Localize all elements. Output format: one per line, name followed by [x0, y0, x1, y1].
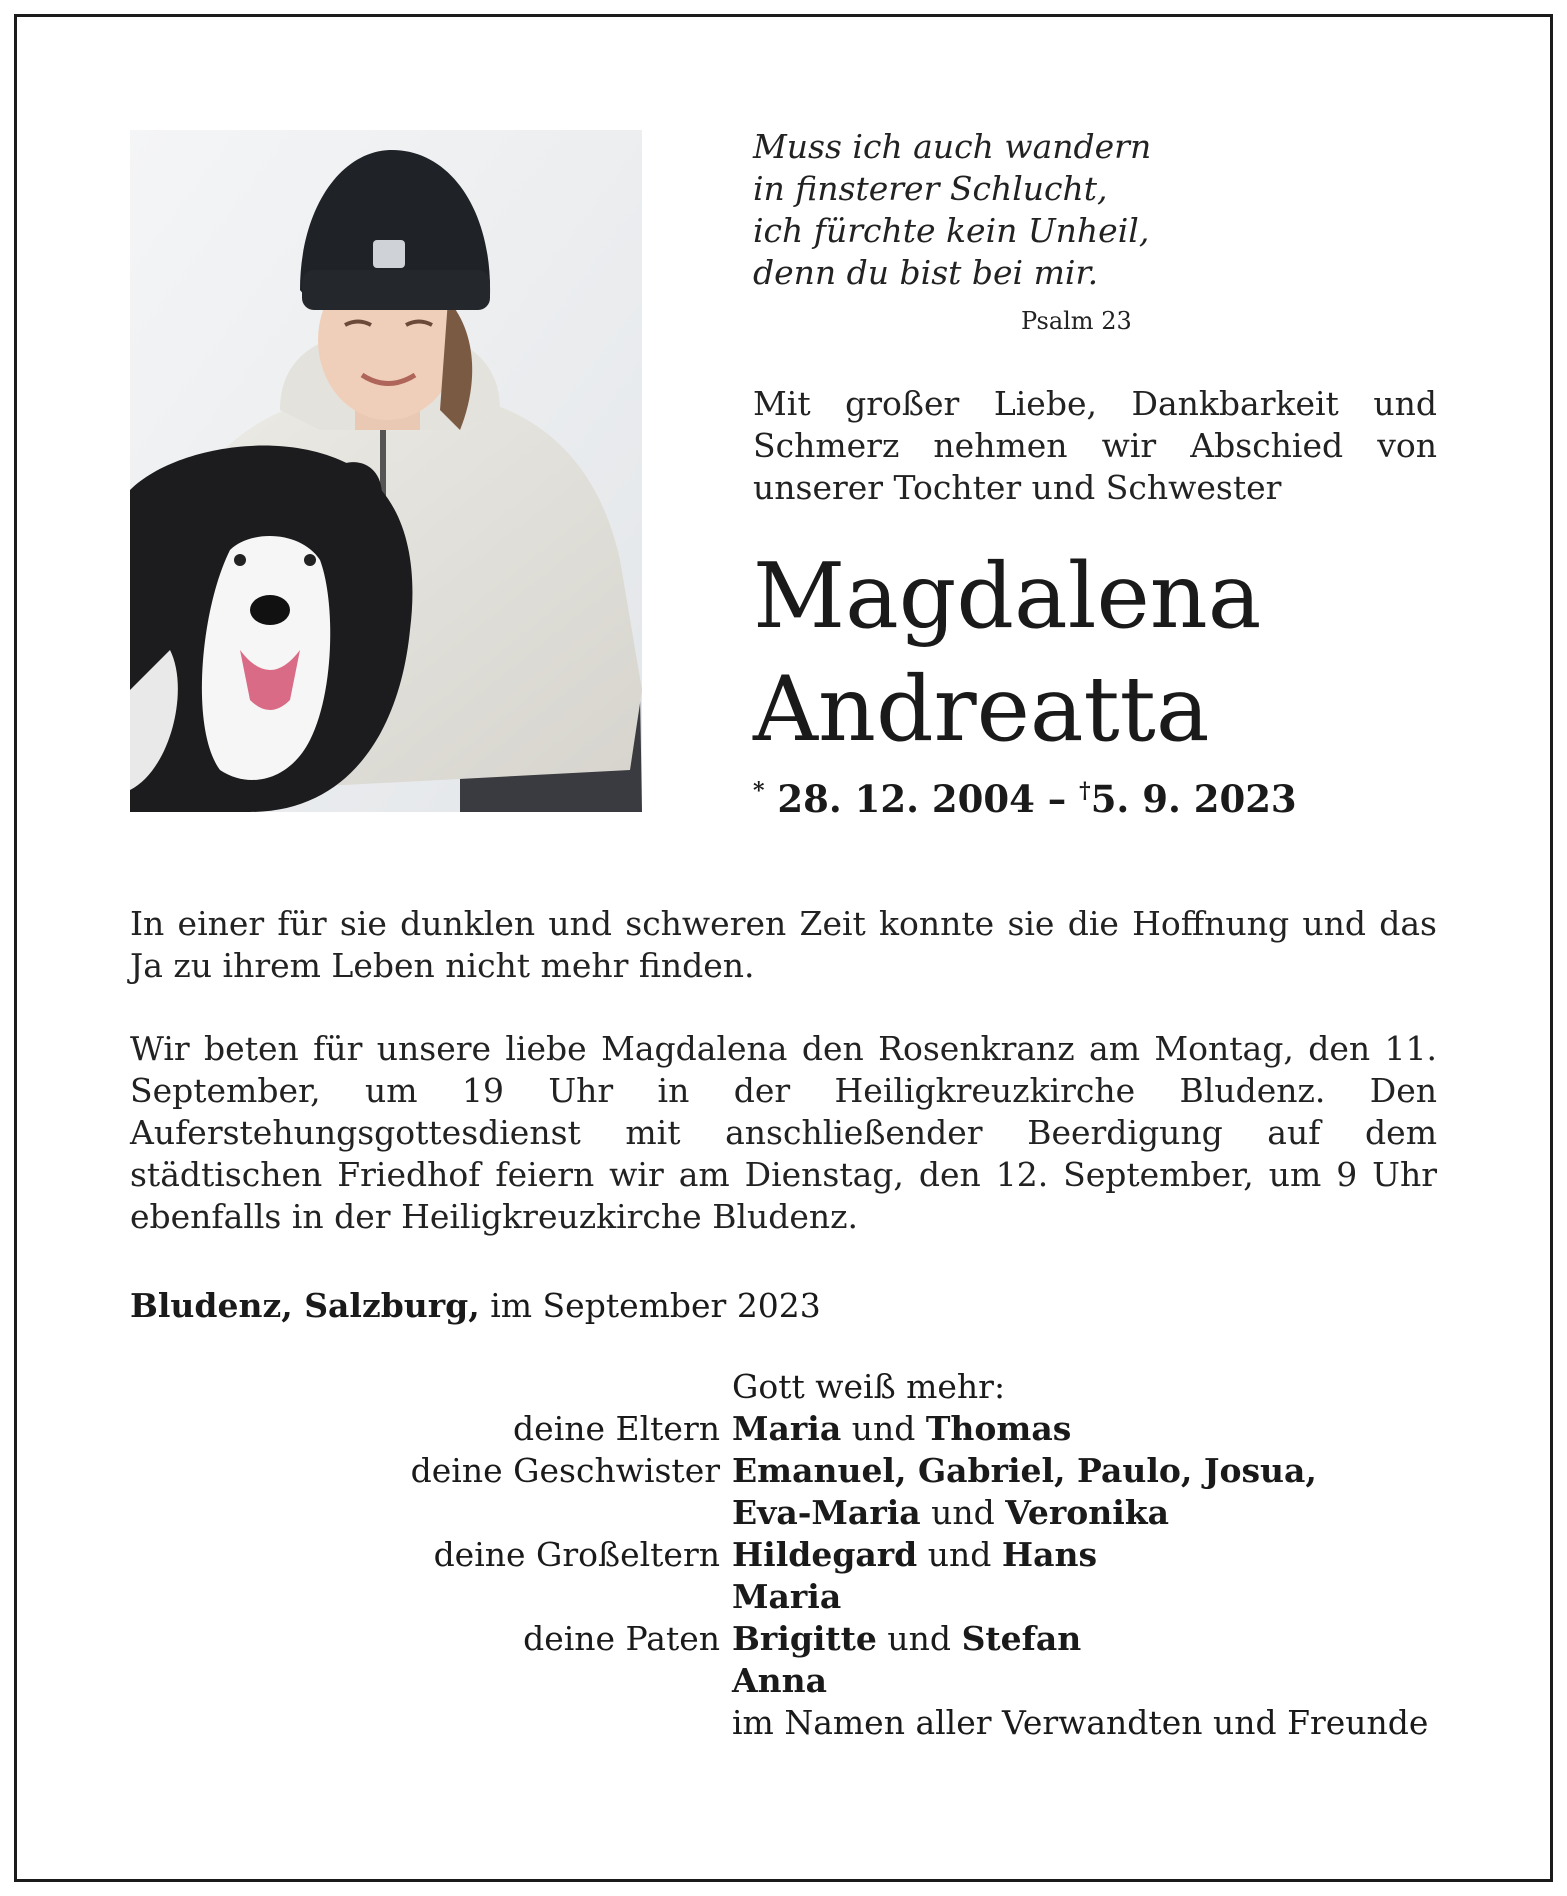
family-closing: im Namen aller Verwandten und Freunde — [732, 1703, 1429, 1742]
family-members — [732, 1576, 841, 1618]
family-members — [732, 1660, 827, 1702]
family-row — [130, 1534, 1437, 1576]
member-name: Eva-Maria — [732, 1493, 921, 1532]
family-row — [130, 1660, 1437, 1702]
family-members — [732, 1408, 1071, 1450]
family-relation: deine Eltern — [513, 1409, 720, 1448]
family-heading: Gott weiß mehr: — [732, 1367, 1006, 1406]
portrait-photo — [130, 130, 642, 812]
last-name: Andreatta — [753, 657, 1210, 762]
member-name: Stefan — [961, 1619, 1082, 1658]
psalm-reference: Psalm 23 — [1021, 307, 1132, 335]
date-line: im September 2023 — [490, 1286, 821, 1325]
psalm-line: Muss ich auch wandern — [753, 127, 1152, 166]
family-members — [732, 1534, 1097, 1576]
family-row — [130, 1576, 1437, 1618]
family-members — [732, 1450, 1317, 1492]
member-name: Hildegard — [732, 1535, 918, 1574]
member-name: Emanuel, Gabriel, Paulo, Josua, — [732, 1451, 1317, 1490]
psalm-line: denn du bist bei mir. — [753, 253, 1099, 292]
birth-symbol: * — [753, 778, 765, 804]
family-row — [130, 1408, 1437, 1450]
deceased-name — [753, 540, 1261, 766]
family-relation — [130, 1576, 732, 1618]
member-name: Veronika — [1005, 1493, 1170, 1532]
member-name: Thomas — [925, 1409, 1072, 1448]
family-row — [130, 1450, 1437, 1492]
family-relation — [130, 1492, 732, 1534]
member-name: Anna — [732, 1661, 827, 1700]
member-name: Maria — [732, 1409, 842, 1448]
member-name: Maria — [732, 1577, 842, 1616]
place-date — [130, 1285, 821, 1327]
family-closing-row — [130, 1702, 1437, 1744]
psalm-quote — [753, 126, 1151, 294]
psalm-line: ich fürchte kein Unheil, — [753, 211, 1150, 250]
paragraph: In einer für sie dunklen und schweren Zeit konnte sie die Hoffnung und das Ja zu ihrem Leben nicht mehr finden. — [130, 904, 1437, 985]
family-relation: deine Geschwister — [410, 1451, 720, 1490]
first-name: Magdalena — [753, 544, 1262, 649]
date-separator: – — [1047, 777, 1067, 821]
life-dates — [753, 777, 1297, 821]
birth-date: 28. 12. 2004 — [777, 777, 1035, 821]
family-row — [130, 1618, 1437, 1660]
intro-text: Mit großer Liebe, Dankbarkeit und Schmerz nehmen wir Abschied von unserer Tochter und Schwester — [753, 384, 1437, 507]
family-relation: deine Großeltern — [433, 1535, 720, 1574]
family-heading-row — [130, 1366, 1437, 1408]
member-joiner: und — [851, 1409, 916, 1448]
paragraph: Wir beten für unsere liebe Magdalena den Rosenkranz am Montag, den 11. September, um 19 Uhr in der Heiligkreuzkirche Bludenz. Den Auferstehungsgottesdienst mit anschließender Beerdigung auf dem städtischen Friedhof feiern wir am Dienstag, den 12. September, um 9 Uhr ebenfalls in der Heiligkreuzkirche Bludenz. — [130, 1029, 1437, 1236]
member-joiner: und — [887, 1619, 952, 1658]
member-joiner: und — [931, 1493, 995, 1532]
family-members — [732, 1618, 1081, 1660]
places: Bludenz, Salzburg, — [130, 1286, 480, 1325]
member-name: Hans — [1001, 1535, 1098, 1574]
member-name: Brigitte — [732, 1619, 877, 1658]
death-symbol: † — [1079, 778, 1091, 804]
family-relation: deine Paten — [523, 1619, 720, 1658]
family-row — [130, 1492, 1437, 1534]
family-relation — [130, 1660, 732, 1702]
family-members — [732, 1492, 1169, 1534]
death-date: 5. 9. 2023 — [1090, 777, 1297, 821]
member-joiner: und — [927, 1535, 992, 1574]
psalm-line: in finsterer Schlucht, — [753, 169, 1108, 208]
family-list — [130, 1366, 1437, 1744]
